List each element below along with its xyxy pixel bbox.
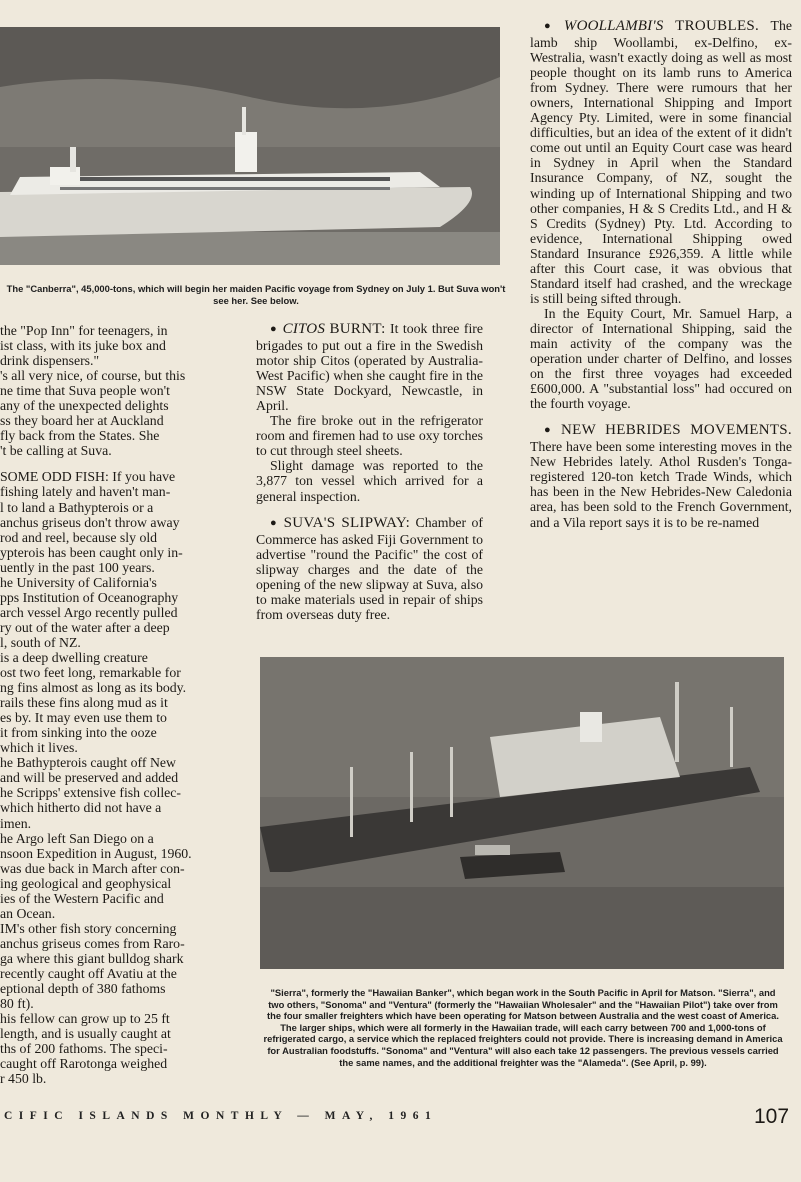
left-column-line: fly back from the States. She [0, 428, 160, 444]
left-column-line: ss they board her at Auckland [0, 413, 164, 429]
left-column-line: caught off Rarotonga weighed [0, 1056, 168, 1072]
hebrides-heading: NEW HEBRIDES MOVEMENTS. [560, 422, 792, 439]
left-column-line: ths of 200 fathoms. The speci- [0, 1041, 168, 1057]
right-column [530, 18, 792, 646]
left-column-line: pps Institution of Oceanography [0, 589, 179, 605]
page-number: 107 [754, 1105, 790, 1128]
canberra-caption: The "Canberra", 45,000-tons, which will begin her maiden Pacific voyage from Sydney on July 1. But Suva won't see her. See below. [6, 283, 506, 306]
left-column-line: 's all very nice, of course, but this [0, 368, 186, 384]
sierra-ship-illustration [260, 657, 784, 969]
woollambi-para-2: In the Equity Court, Mr. Samuel Harp, a director of International Shipping, said the main activity of the company was the operation under charter of Delfino, and losses on the first three voyages had exceeded £600,000. A "substantial loss" had occured on the fourth voyage. [530, 305, 792, 412]
canberra-photo [0, 27, 500, 265]
woollambi-heading-rest: TROUBLES. [675, 18, 760, 34]
left-column-line: IM's other fish story concerning [0, 920, 177, 936]
left-column-line: rod and reel, because sly old [0, 529, 158, 545]
sierra-photo [260, 657, 784, 969]
citos-heading: CITOS [282, 321, 326, 337]
left-column-line: and will be preserved and added [0, 770, 179, 786]
left-column [0, 323, 238, 1103]
left-column-line: ing geological and geophysical [0, 875, 172, 891]
suva-article [256, 515, 483, 622]
left-column-line: uently in the past 100 years. [0, 559, 155, 575]
left-column-line: eptional depth of 380 fathoms [0, 981, 166, 997]
hebrides-para-1: There have been some interesting moves in the New Hebrides lately. Athol Rusden's Tonga-registered 120-ton ketch Trade Winds, which has been in the New Hebrides-New Caledonia area, has been sold to the French Government, and a Vila report says it is to be re-named [530, 439, 792, 530]
left-column-line: ist class, with its juke box and [0, 338, 166, 354]
left-column-line: anchus griseus comes from Raro- [0, 935, 185, 951]
woollambi-article [530, 18, 792, 306]
left-column-line: is a deep dwelling creature [0, 649, 148, 665]
left-column-line: ypterois has been caught only in- [0, 544, 183, 560]
left-column-line: l, south of NZ. [0, 634, 81, 650]
bullet-icon: ● [270, 516, 279, 529]
left-column-line: was due back in March after con- [0, 860, 185, 876]
left-column-line: recently caught off Avatiu at the [0, 965, 177, 981]
left-column-line: an Ocean. [0, 905, 56, 921]
left-column-line: ng fins almost as long as its body. [0, 680, 187, 696]
left-column-line: the "Pop Inn" for teenagers, in [0, 323, 168, 338]
suva-para-1: Chamber of Commerce has asked Fiji Government to advertise "round the Pacific" the cost of slipway charges and the date of the opening of the new slipway at Suva, also to make materials used in repair of ships from overseas duty free. [256, 514, 483, 622]
left-column-line: any of the unexpected delights [0, 398, 169, 414]
left-column-line: r 450 lb. [0, 1071, 47, 1087]
left-column-line: es by. It may even use them to [0, 710, 167, 726]
left-column-line: anchus griseus don't throw away [0, 514, 180, 530]
left-column-line: arch vessel Argo recently pulled [0, 604, 178, 620]
bullet-icon: ● [544, 20, 559, 32]
citos-para-3: Slight damage was reported to the 3,877 ton vessel which arrived for a general inspection. [256, 458, 483, 504]
left-column-line [0, 458, 238, 469]
left-column-line: nsoon Expedition in August, 1960. [0, 845, 192, 861]
left-column-line: he Scripps' extensive fish collec- [0, 785, 182, 801]
left-column-line: imen. [0, 815, 32, 831]
left-column-line: which it lives. [0, 740, 78, 756]
citos-para-1: It took three fire brigades to put out a fire in the Swedish motor ship Citos (operated by Australia-West Pacific) when she caught fire in the NSW State Dockyard, Newcastle, in April. [256, 321, 483, 414]
left-column-line: it from sinking into the ooze [0, 725, 157, 741]
running-footer: CIFIC ISLANDS MONTHLY — MAY, 1961 [4, 1110, 438, 1122]
citos-para-2: The fire broke out in the refrigerator room and firemen had to use oxy torches to cut through steel sheets. [256, 413, 483, 459]
left-column-line: fishing lately and haven't man- [0, 484, 171, 500]
left-column-line: length, and is usually caught at [0, 1026, 171, 1042]
left-column-line: ne time that Suva people won't [0, 383, 170, 399]
left-column-line: his fellow can grow up to 25 ft [0, 1011, 170, 1027]
left-column-line: ry out of the water after a deep [0, 619, 170, 635]
woollambi-para-1: The lamb ship Woollambi, ex-Delfino, ex-Westralia, wasn't exactly doing as well as most people thought on its lamb runs to America from Sydney. There were rumours that her owners, International Shipping and Import Agency Pty. Limited, were in some financial difficulties, but an idea of the extent of it didn't come out until an Equity Court case was heard in Sydney in April when the Standard Insurance Company, of NZ, sought the winding up of International Shipping and two other companies, H & S Credits Ltd., and H & S Credits (Sydney) Pty. Ltd. According to evidence, International Shipping owed Standard Insurance £926,359. A little while after this Court case, it was obvious that Standard itself had crashed, and the wreckage is still being sifted through. [530, 18, 792, 306]
left-column-line: which hitherto did not have a [0, 800, 162, 816]
citos-heading-rest: BURNT: [329, 321, 386, 337]
left-column-line: l to land a Bathypterois or a [0, 499, 154, 515]
woollambi-heading: WOOLLAMBI'S [563, 18, 664, 34]
left-column-line: rails these fins along mud as it [0, 695, 168, 711]
suva-heading: SUVA'S SLIPWAY: [283, 514, 411, 531]
left-column-line: he Bathypterois caught off New [0, 755, 176, 771]
left-column-line: he University of California's [0, 574, 157, 590]
left-column-line: SOME ODD FISH: If you have [0, 469, 176, 485]
left-column-line: ga where this giant bulldog shark [0, 950, 184, 966]
hebrides-article [530, 422, 792, 529]
left-column-line: ost two feet long, remarkable for [0, 665, 181, 681]
sierra-caption: "Sierra", formerly the "Hawaiian Banker", which began work in the South Pacific in April for Matson. "Sierra", and two others, "Sonoma" and "Ventura" (formerly the "Hawaiian Wholesaler" and the "Hawaiian Pilot") take over from the four smaller freighters which have been operating for Matson between Australia and the west coast of America. The larger ships, which were all formerly in the Hawaiian trade, will each carry between 700 and 1,000-tons of refrigerated cargo, a service which the replaced freighters could not provide. There is increasing demand in America for Australian foodstuffs. "Sonoma" and "Ventura" will also each take 12 passengers. The previous vessels carried the same names, and the additional freighter was the "Alameda". (See April, p. 99). [263, 987, 783, 1068]
bullet-icon: ● [544, 424, 556, 437]
left-column-line: he Argo left San Diego on a [0, 830, 154, 846]
left-column-line: drink dispensers." [0, 353, 100, 369]
left-column-line: ies of the Western Pacific and [0, 890, 164, 906]
middle-column [256, 321, 483, 646]
citos-article [256, 321, 483, 413]
left-column-line: 80 ft). [0, 996, 34, 1012]
left-column-line: 't be calling at Suva. [0, 443, 112, 459]
canberra-ship-illustration [0, 27, 500, 265]
bullet-icon: ● [270, 323, 278, 335]
